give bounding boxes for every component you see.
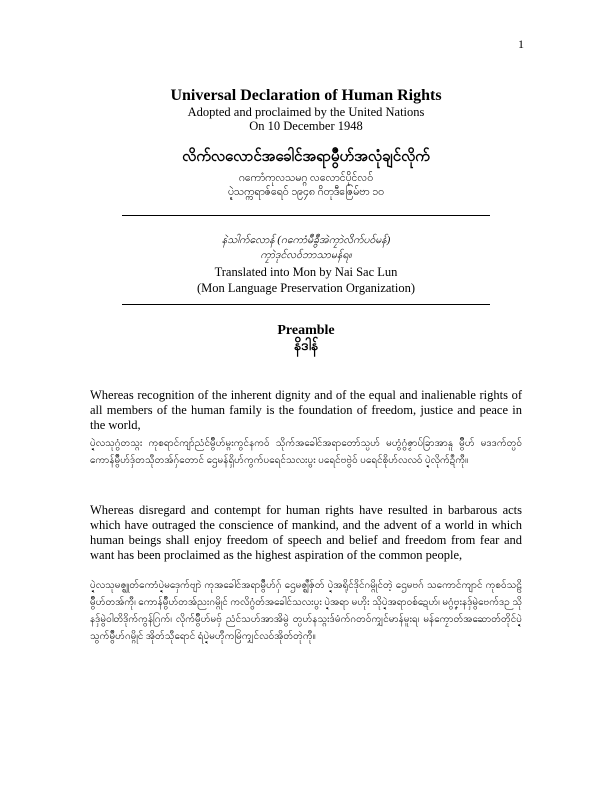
subtitle-line-1: Adopted and proclaimed by the United Nations [187,105,425,119]
paragraph-2-english: Whereas disregard and contempt for human rights have resulted in barbarous acts which have outraged the conscience of mankind, and the advent of a world in which human beings shall enjoy freedom of speech and belief and freedom from fear and want has been proclaimed as the highest aspiration of the common people, [90,503,522,562]
translator-organization: (Mon Language Preservation Organization) [196,281,416,295]
translated-by: Translated into Mon by Nai Sac Lun [214,265,398,279]
paragraph-1-english: Whereas recognition of the inherent dignity and of the equal and inalienable rights of all members of the human family is the foundation of freedom, justice and peace in the world, [90,388,522,432]
preamble-heading: Preamble [277,323,335,338]
paragraph-2-mon: ပ္ဍဲလသုမဇ္ဈုတ်ကောံပ္ဍဲမဒှေက်ဗျာဲ ကုအခေါင်အရာမွဳိဟ်ဂှ် ဌေမဇ္ဈဳဇှ်တ် ပ္ဍဲအရိုင်ဒိုင်ဂမ္ဂိုင်တဲ့ ဌေမဗဂ် သကောင်ကျာင် ကုစဝ်သဠိမွဳိဟ်တအ်ကီု၊ ကောန်မွဳိဟ်တအ်ညးဂမ္ဂိုင် ကလိဂွံတ်အခေါင်သလးပွး ပ္ဍဲအရာ မဟိုး သိုပ္ဍဲအရာဝစ်ဍေဟ်၊ မဂွံဗၞးနဒှ်မွဲဗေက်ဒဉ သိုနဒှ်မွဲဝါတိဒိုက်ကွန်ဂြက်၊ လိုက်မွဳိဟ်မဗှ် ညံင်သဟ်အာအိမွဲ တ္ပဟ်နသ္ဂးဒ်မံက်ဂတဝ်ကျှင်မာန်မူးရ၊ မန်ကၠောတ်အဆောတ်တိုင်ပ္ဍဲ သွက်မွဳိဟ်ဂမ္ဂိုင် အိုတ်သီုရောင် ရံပ္ဍဲမဟီုကမြံကျှင်လဝ်အိုတ်တုဲကီု။ [90,580,522,642]
mon-subtitle-line-2: ပ္ဍဲသက္ကရာဇ်ရေဝ် ၁၉၄၈ ဂိတုဒီဇြေမ်ဗာ ၁၀ [228,187,384,198]
mon-subtitle-line-1: ဂကောံကုလသမဂ္ဂ လလောင်ပိုင်လဝ် [238,173,374,184]
divider-top [122,215,490,216]
divider-bottom [122,304,490,305]
mon-translator-line-2: ကၠာဲဒုင်လဝ်ဘာသာမန်ရ။ [260,250,352,261]
page-number: 1 [518,37,524,51]
document-title: Universal Declaration of Human Rights [170,87,442,104]
subtitle-line-2: On 10 December 1948 [249,119,363,133]
document-subtitle [90,105,522,133]
mon-translator-line-1: နဲသါက်လောန် (ဂကောံမဳခွဳအဲကၠာဲလိက်ပဝ်မန်) [221,235,391,246]
preamble-heading-mon: နိဒါန် [293,339,319,354]
paragraph-1-mon: ပ္ဍဲလသုဂွံတသ္ဂး ကုစရာင်ကျာ်ညံင်မွဳိဟ်မ္ဂးကွင်နကဝ် သိုက်အခေါင်အရာတော်သ္ပဟ် မဟွံဂွံဇၟာပ်ခြာအာနူ မွဳိဟ် မဒဒက်တ္ပဝ်ကောန်မွဳိဟ်ဒှ်တသီုတအ်ဂှ်တောင် ဌေမန်ရှိဟ်ကွက်ပရေင်သလးပွး ပရေင်ဗဗွဲဝ် ပရေင်စိုဟ်လလဝ် ပ္ဍဲလိုက်ဍဳကီု။ [90,438,522,466]
mon-title: လိက်လလောင်အခေါင်အရာမွဳိဟ်အလုံချင်လိုက် [182,149,430,165]
